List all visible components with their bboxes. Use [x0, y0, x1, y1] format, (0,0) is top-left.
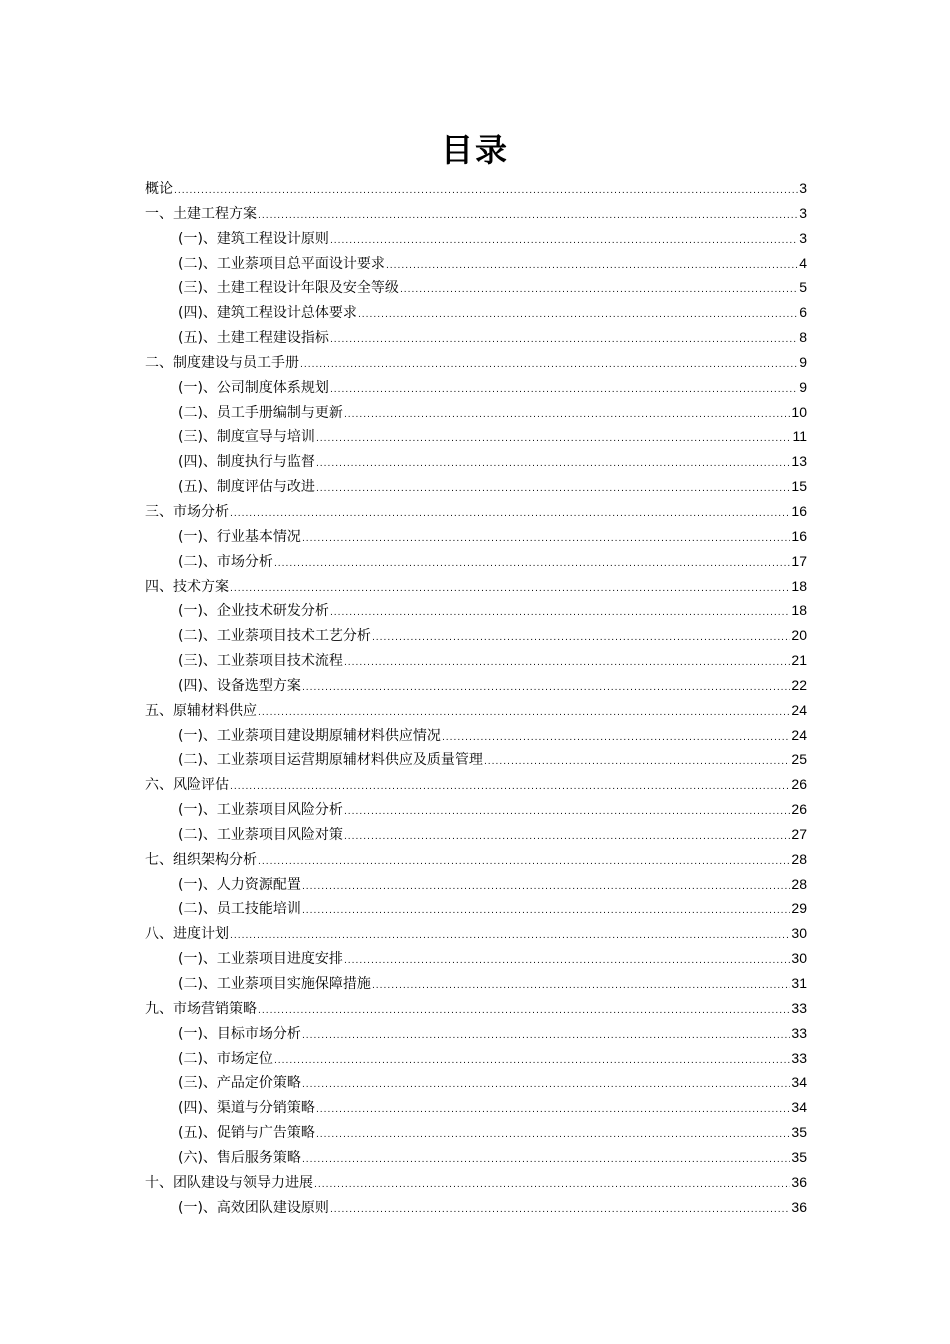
toc-entry-label: (二)、工业萘项目技术工艺分析: [178, 628, 371, 645]
dot-leader: [174, 179, 798, 204]
dot-leader: [358, 303, 798, 328]
dot-leader: [372, 974, 790, 999]
toc-subentry[interactable]: [145, 1095, 807, 1120]
dot-leader: [274, 1049, 790, 1074]
dot-leader: [316, 452, 790, 477]
toc-page-number: 18: [791, 602, 807, 619]
dot-leader: [258, 701, 790, 726]
toc-page-number: 15: [791, 478, 807, 495]
toc-subentry[interactable]: [145, 896, 807, 921]
dot-leader: [316, 1098, 790, 1123]
toc-entry[interactable]: [145, 847, 807, 872]
toc-page-number: 10: [791, 403, 807, 420]
toc-subentry[interactable]: [145, 449, 807, 474]
toc-page-number: 30: [791, 950, 807, 967]
toc-page-number: 17: [791, 552, 807, 569]
toc-entry-label: 四、技术方案: [145, 578, 229, 595]
dot-leader: [302, 1024, 790, 1049]
toc-page-number: 31: [791, 975, 807, 991]
toc-entry-label: (二)、工业萘项目总平面设计要求: [178, 255, 385, 272]
toc-page-number: 16: [791, 527, 807, 544]
dot-leader: [330, 378, 798, 403]
toc-page-number: 8: [799, 329, 807, 346]
toc-subentry[interactable]: [145, 1046, 807, 1071]
dot-leader: [258, 999, 790, 1024]
dot-leader: [344, 403, 790, 428]
toc-entry-label: (一)、建筑工程设计原则: [178, 230, 329, 247]
toc-entry-label: 十、团队建设与领导力进展: [145, 1174, 313, 1191]
toc-page-number: 3: [799, 180, 807, 196]
toc-subentry[interactable]: [145, 1021, 807, 1046]
toc-entry[interactable]: [145, 772, 807, 797]
dot-leader: [302, 676, 790, 701]
toc-page-number: 9: [799, 353, 807, 370]
dot-leader: [258, 204, 798, 229]
toc-page-number: 22: [791, 676, 807, 693]
dot-leader: [258, 850, 790, 875]
dot-leader: [230, 775, 790, 800]
toc-entry[interactable]: [145, 499, 807, 524]
table-of-contents: [145, 176, 807, 1219]
toc-entry-label: (四)、设备选型方案: [178, 677, 301, 694]
toc-subentry[interactable]: [145, 549, 807, 574]
toc-entry-label: (二)、工业萘项目实施保障措施: [178, 976, 371, 992]
toc-entry-label: 七、组织架构分析: [145, 851, 257, 868]
dot-leader: [302, 527, 790, 552]
toc-page-number: 33: [791, 1024, 807, 1041]
toc-subentry[interactable]: [145, 648, 807, 673]
toc-entry-label: (一)、高效团队建设原则: [178, 1199, 329, 1216]
toc-subentry[interactable]: [145, 946, 807, 971]
dot-leader: [330, 328, 798, 353]
toc-page-number: 4: [799, 254, 807, 271]
toc-entry-label: (四)、制度执行与监督: [178, 454, 315, 471]
dot-leader: [302, 875, 790, 900]
toc-entry-label: (一)、工业萘项目风险分析: [178, 802, 343, 819]
dot-leader: [344, 800, 790, 825]
toc-page-number: 18: [791, 577, 807, 594]
toc-subentry[interactable]: [145, 1120, 807, 1145]
toc-page-number: 3: [799, 204, 807, 221]
toc-entry-label: 九、市场营销策略: [145, 1000, 257, 1017]
toc-subentry[interactable]: [145, 747, 807, 772]
toc-entry-label: (二)、工业萘项目风险对策: [178, 826, 343, 843]
toc-entry-label: (六)、售后服务策略: [178, 1149, 301, 1166]
toc-entry-label: (五)、促销与广告策略: [178, 1125, 315, 1142]
dot-leader: [230, 502, 790, 527]
toc-entry-label: 三、市场分析: [145, 503, 229, 520]
toc-page-number: 13: [791, 453, 807, 470]
dot-leader: [274, 552, 790, 577]
toc-page-number: 30: [791, 925, 807, 942]
toc-subentry[interactable]: [145, 723, 807, 748]
toc-entry-label: 八、进度计划: [145, 926, 229, 943]
toc-subentry[interactable]: [145, 623, 807, 648]
toc-subentry[interactable]: [145, 673, 807, 698]
toc-title: 目录: [440, 131, 509, 169]
toc-subentry[interactable]: [145, 424, 807, 449]
toc-subentry[interactable]: [145, 598, 807, 623]
toc-subentry[interactable]: [145, 797, 807, 822]
toc-page-number: 26: [791, 801, 807, 818]
dot-leader: [314, 1173, 790, 1198]
toc-entry-label: (一)、目标市场分析: [178, 1025, 301, 1042]
dot-leader: [230, 577, 790, 602]
toc-entry[interactable]: [145, 176, 807, 201]
toc-subentry[interactable]: [145, 400, 807, 425]
toc-subentry[interactable]: [145, 1145, 807, 1170]
toc-entry-label: (二)、员工技能培训: [178, 901, 301, 918]
toc-subentry[interactable]: [145, 275, 807, 300]
toc-page-number: 34: [791, 1074, 807, 1091]
toc-page-number: 21: [791, 652, 807, 669]
toc-entry-label: (一)、工业萘项目建设期原辅材料供应情况: [178, 727, 441, 744]
toc-entry-label: 五、原辅材料供应: [145, 702, 257, 719]
toc-page-number: 24: [791, 726, 807, 743]
toc-entry-label: 二、制度建设与员工手册: [145, 354, 299, 371]
toc-subentry[interactable]: [145, 226, 807, 251]
dot-leader: [344, 651, 790, 676]
toc-page-number: 25: [791, 751, 807, 768]
dot-leader: [330, 601, 790, 626]
toc-subentry[interactable]: [145, 524, 807, 549]
toc-entry-label: (五)、制度评估与改进: [178, 479, 315, 496]
dot-leader: [344, 949, 790, 974]
toc-entry-label: (一)、人力资源配置: [178, 876, 301, 893]
toc-entry[interactable]: [145, 201, 807, 226]
toc-entry-label: (一)、公司制度体系规划: [178, 379, 329, 396]
toc-entry[interactable]: [145, 996, 807, 1021]
dot-leader: [484, 750, 790, 775]
dot-leader: [230, 924, 790, 949]
toc-entry[interactable]: [145, 698, 807, 723]
toc-page-number: 36: [791, 1173, 807, 1190]
toc-entry-label: (三)、工业萘项目技术流程: [178, 653, 343, 670]
dot-leader: [316, 477, 790, 502]
toc-page-number: 28: [791, 875, 807, 892]
toc-subentry[interactable]: [145, 1195, 807, 1220]
toc-entry-label: (二)、员工手册编制与更新: [178, 404, 343, 421]
dot-leader: [386, 254, 798, 279]
toc-entry-label: (四)、渠道与分销策略: [178, 1100, 315, 1117]
toc-subentry[interactable]: [145, 822, 807, 847]
toc-page-number: 34: [791, 1099, 807, 1116]
dot-leader: [330, 1198, 790, 1223]
toc-entry-label: (四)、建筑工程设计总体要求: [178, 305, 357, 322]
toc-page-number: 5: [799, 279, 807, 296]
dot-leader: [400, 278, 798, 303]
toc-subentry[interactable]: [145, 251, 807, 276]
toc-page-number: 35: [791, 1148, 807, 1165]
toc-page-number: 29: [791, 900, 807, 917]
dot-leader: [316, 427, 792, 452]
dot-leader: [300, 353, 798, 378]
toc-entry-label: (二)、市场定位: [178, 1050, 273, 1067]
toc-subentry[interactable]: [145, 375, 807, 400]
toc-entry[interactable]: [145, 350, 807, 375]
toc-entry-label: (二)、工业萘项目运营期原辅材料供应及质量管理: [178, 752, 483, 769]
toc-page-number: 36: [791, 1198, 807, 1215]
toc-page-number: 33: [791, 999, 807, 1016]
toc-page-number: 24: [791, 701, 807, 718]
dot-leader: [344, 825, 790, 850]
toc-entry-label: 一、土建工程方案: [145, 205, 257, 222]
toc-subentry[interactable]: [145, 474, 807, 499]
toc-entry-label: (五)、土建工程建设指标: [178, 330, 329, 347]
toc-subentry[interactable]: [145, 872, 807, 897]
dot-leader: [316, 1123, 790, 1148]
dot-leader: [442, 726, 790, 751]
toc-page-number: 9: [799, 378, 807, 395]
dot-leader: [330, 229, 798, 254]
toc-page-number: 16: [791, 502, 807, 519]
toc-entry[interactable]: [145, 921, 807, 946]
toc-page-number: 27: [791, 825, 807, 842]
toc-page-number: 6: [799, 304, 807, 321]
toc-subentry[interactable]: [145, 1070, 807, 1095]
toc-page-number: 11: [792, 428, 807, 445]
toc-page-number: 26: [791, 776, 807, 793]
dot-leader: [302, 899, 790, 924]
toc-entry-label: (三)、制度宣导与培训: [178, 429, 315, 446]
toc-entry[interactable]: [145, 1170, 807, 1195]
toc-page-number: 35: [791, 1124, 807, 1141]
toc-entry-label: (一)、行业基本情况: [178, 528, 301, 545]
dot-leader: [302, 1148, 790, 1173]
toc-entry-label: (三)、土建工程设计年限及安全等级: [178, 280, 399, 297]
toc-page-number: 28: [791, 850, 807, 867]
toc-entry-label: (二)、市场分析: [178, 553, 273, 570]
dot-leader: [372, 626, 790, 651]
toc-page-number: 33: [791, 1049, 807, 1066]
toc-entry-label: 概论: [145, 181, 173, 197]
dot-leader: [302, 1073, 790, 1098]
toc-entry-label: (一)、企业技术研发分析: [178, 603, 329, 620]
toc-entry-label: (三)、产品定价策略: [178, 1075, 301, 1092]
toc-subentry[interactable]: [145, 300, 807, 325]
toc-subentry[interactable]: [145, 971, 807, 996]
toc-page-number: 3: [799, 229, 807, 246]
toc-entry-label: (一)、工业萘项目进度安排: [178, 951, 343, 968]
toc-entry-label: 六、风险评估: [145, 777, 229, 794]
toc-page-number: 20: [791, 627, 807, 644]
toc-subentry[interactable]: [145, 325, 807, 350]
toc-entry[interactable]: [145, 574, 807, 599]
